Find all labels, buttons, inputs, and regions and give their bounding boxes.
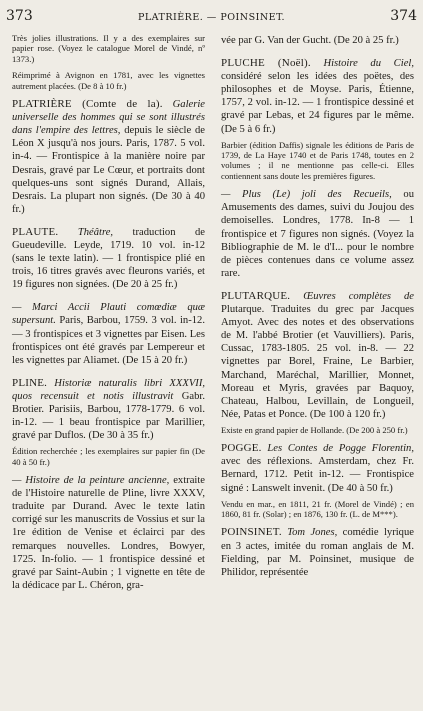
entry-author: PLATRIÈRE (Comte de la). (12, 98, 163, 111)
entry-text: depuis le siècle de Léon X jusqu'à nos jours. Paris, 1787. 5 vol. in-4. — Frontispice à la manière noire par Desrais, gravé par Le Cœur, et portraits dont quelques-uns sont signés Durand, Allais, Desrais. La plupart non signés. (De 30 à 40 fr.) (12, 125, 205, 215)
entry-title: Galerie universelle des hommes qui se sont illustrés dans l'empire des lettres, (12, 99, 205, 137)
entry-text: Paris, Barbou, 1759. 3 vol. in-12. — 3 frontispices et 3 vignettes par Eisen. Les frontispices ont été gravés par Lempereur et les vignettes par Aliamet. (De 15 à 20 fr.) (12, 315, 205, 366)
entry-poinsinet (221, 526, 414, 578)
entry-author: POINSINET. (221, 526, 282, 539)
plutarque-note-text: Existe en grand papier de Hollande. (De 200 à 250 fr.) (221, 424, 408, 435)
reprint-note (12, 70, 205, 91)
pogge-note-text: Vendu en mar., en 1811, 21 fr. (Morel de Vindé) ; en 1860, 81 fr. (Solar) ; en 1876, 130 fr. (L. de M***). (221, 498, 414, 520)
entry-author: POGGE. (221, 442, 262, 455)
entry-author: PLAUTE. (12, 225, 59, 238)
entry-title: Théâtre, (77, 226, 114, 238)
right-column (221, 34, 414, 584)
pluche-note-text: Barbier (édition Daffis) signale les éditions de Paris de 1739, de La Haye 1740 et de Paris 1748, toutes en 2 volumes ; il ne mentionne pas celle-ci. Elles contiennent sans doute les premières figures. (221, 139, 414, 181)
entry-title: Œuvres complètes de (303, 290, 414, 302)
pline-note (12, 446, 205, 467)
entry-author: PLUTARQUE. (221, 289, 291, 302)
entry-title: Tom Jones, (287, 527, 338, 539)
entry-author: PLINE. (12, 376, 48, 389)
entry-pogge (221, 442, 414, 494)
plutarque-note (221, 425, 414, 435)
page-number-left: 373 (6, 8, 33, 24)
entry-text: comédie lyrique en 3 actes, imitée du roman anglais de M. Fielding, par M. Poinsinet, musique de Philidor, représentée (221, 527, 414, 578)
entry-text: Gabr. Brotier. Parisiis, Barbou, 1778-1779. 6 vol. in-12. — 1 beau frontispice par Marillier, gravé par Duflos. (De 30 à 35 fr.) (12, 390, 205, 442)
entry-title: Historiæ naturalis libri XXXVII, quos recensuit et notis illustravit (12, 377, 205, 402)
pogge-note (221, 499, 414, 520)
entry-plutarque (221, 290, 414, 421)
continued-text: vée par G. Van der Gucht. (De 20 à 25 fr.) (221, 35, 399, 46)
entry-text: avec des réflexions. Amsterdam, chez Fr. Bernard, 1712. Petit in-12. — Frontispice signé : Lanswelt invenit. (De 40 à 50 fr.) (221, 456, 414, 494)
page-header (6, 8, 417, 26)
entry-pluche (221, 57, 414, 136)
entry-plus-joli (221, 188, 414, 280)
entry-text: traduction de Gueudeville. Leyde, 1719. 10 vol. in-12 (sans le texte latin). — 1 frontispice plié en trois, 16 titres gravés avec fleurons variés, et 19 figures non signées. (De 20 à 25 fr.) (12, 226, 205, 291)
entry-text: considéré selon les idées des poëtes, des philosophes et de Moyse. Paris, Étienne, 1757, 2 vol. in-12. — 1 frontispice dessiné et gravé par Lebas, et 24 figures par le même. (De 5 à 6 fr.) (221, 71, 414, 135)
pline-note-text: Édition recherchée ; les exemplaires sur papier fin (De 40 à 50 fr.) (12, 446, 205, 467)
intro-note-text: Très jolies illustrations. Il y a des exemplaires sur papier rose. (Voyez le catalogue Morel de Vindé, nº 1373.) (12, 33, 205, 64)
entry-text: ou Amusements des dames, suivi du Joujou des demoiselles. Londres, 1778. In-8 — 1 frontispice et 7 figures non signés. (Voyez la Bibliographie de M. le d'I... pour le nombre de pièces contenues dans ce volume assez rare. (221, 189, 414, 279)
entry-title: Histoire du Ciel, (323, 58, 414, 70)
entry-peinture (12, 474, 205, 592)
entry-title: Les Contes de Pogge Florentin, (267, 443, 414, 455)
entry-text: extraite de l'Histoire naturelle de Pline, livre XXXV, traduite par Durand. Avec le texte latin corrigé sur les manuscrits de Vossius et sur la 1re édition de Venise et éclairci par des remarques nouvelles. Londres, Bowyer, 1725. In-folio. — 1 frontispice dessiné et gravé par Saint-Aubin ; 1 vignette en tête de la dédicace par L. Chéron, gra- (12, 475, 205, 591)
page-number-right: 374 (390, 8, 417, 24)
running-title: PLATRIÈRE. — POINSINET. (137, 12, 286, 23)
left-column (12, 34, 205, 597)
entry-title: — Marci Accii Plauti comœdiæ quæ supersunt. (12, 302, 205, 327)
pluche-note (221, 140, 414, 182)
entry-marci-accii (12, 301, 205, 366)
entry-platriere (12, 98, 205, 216)
entry-plaute (12, 226, 205, 291)
entry-pline (12, 377, 205, 442)
entry-author: PLUCHE (Noël). (221, 57, 311, 70)
entry-text: Plutarque. Traduites du grec par Jacques Amyot. Avec des notes et des observations de M. l'abbé Brotier (et Vauvilliers). Paris, Cussac, 1783-1805. 25 vol. in-8. — 22 vignettes par Borel, Fraine, Le Barbier, Marchand, Maréchal, Marillier, Monnet, Moreau et Myris, gravées par Baquoy, Chateau, Halbou, Levillain, de Longueil, Née, Patas et Ponce. (De 100 à 120 fr.) (221, 304, 414, 420)
reprint-note-text: Réimprimé à Avignon en 1781, avec les vignettes autrement placées. (De 8 à 10 fr.) (12, 70, 205, 91)
intro-note (12, 33, 205, 64)
entry-title: — Plus (Le) joli des Recueils, (221, 189, 392, 201)
entry-title: — Histoire de la peinture ancienne, (12, 475, 170, 487)
